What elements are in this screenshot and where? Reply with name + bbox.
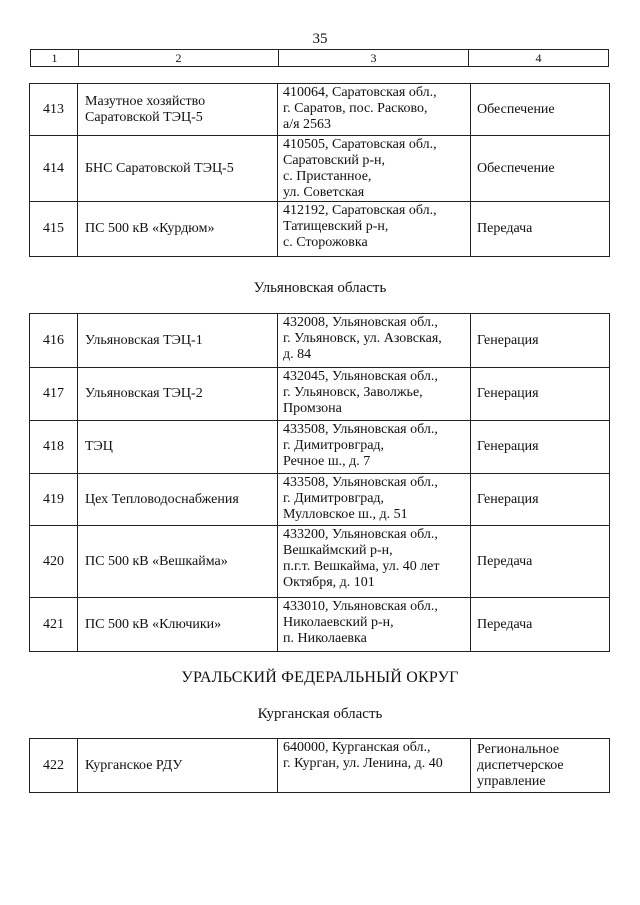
facility-address-line: 433508, Ульяновская обл., — [283, 422, 438, 437]
facility-type — [471, 526, 610, 598]
table-row — [30, 202, 610, 257]
facility-name-line: Курганское РДУ — [85, 757, 183, 773]
facility-address-line: Речное ш., д. 7 — [283, 454, 371, 469]
facility-name-line: ПС 500 кВ «Курдюм» — [85, 221, 215, 236]
facility-type-line: управление — [477, 773, 546, 789]
facility-type-line: Региональное — [477, 741, 560, 757]
facility-address — [278, 598, 471, 652]
facility-address-line: 433200, Ульяновская обл., — [283, 527, 438, 542]
facility-name-line: Мазутное хозяйство — [85, 93, 206, 109]
facility-address-line: а/я 2563 — [283, 117, 332, 132]
facility-name-line: ТЭЦ — [85, 439, 113, 454]
facility-address-line: г. Курган, ул. Ленина, д. 40 — [283, 756, 443, 771]
row-number: 417 — [30, 368, 78, 421]
facility-name — [78, 202, 278, 257]
facility-type-line: Генерация — [477, 386, 539, 401]
facility-address-line: г. Саратов, пос. Расково, — [283, 101, 428, 116]
page-number: 35 — [312, 31, 328, 47]
table-row — [30, 598, 610, 652]
facility-type-line: Передача — [477, 553, 533, 569]
facility-address-line: с. Сторожовка — [283, 235, 368, 250]
heading-ural-federal-district: УРАЛЬСКИЙ ФЕДЕРАЛЬНЫЙ ОКРУГ — [181, 669, 459, 686]
facility-name — [78, 314, 278, 368]
facility-name — [78, 421, 278, 474]
facility-name-line: Цех Тепловодоснабжения — [85, 491, 239, 507]
facility-type — [471, 136, 610, 202]
facility-address — [278, 314, 471, 368]
facility-name — [78, 526, 278, 598]
facility-address-line: г. Ульяновск, Заволжье, — [283, 385, 423, 400]
facility-type-line: Генерация — [477, 332, 539, 348]
column-header-1: 1 — [31, 50, 79, 67]
facility-name — [78, 84, 278, 136]
facility-address-line: г. Димитровград, — [283, 491, 385, 506]
facility-name-line: БНС Саратовской ТЭЦ-5 — [85, 160, 234, 176]
facility-address-line: 412192, Саратовская обл., — [283, 203, 437, 218]
facility-address — [278, 421, 471, 474]
facility-address-line: 640000, Курганская обл., — [283, 740, 431, 755]
row-number: 413 — [30, 84, 78, 136]
saratov-table — [29, 83, 610, 257]
row-number: 416 — [30, 314, 78, 368]
facility-type-line: Передача — [477, 221, 533, 236]
facility-type — [471, 202, 610, 257]
facility-address-line: 410505, Саратовская обл., — [283, 137, 437, 152]
facility-address-line: Николаевский р-н, — [283, 615, 394, 630]
facility-address-line: п.г.т. Вешкайма, ул. 40 лет — [283, 559, 440, 574]
column-header-table — [30, 49, 609, 67]
facility-type — [471, 739, 610, 793]
facility-type-line: диспетчерское — [477, 757, 564, 773]
facility-address-line: с. Пристанное, — [283, 169, 372, 184]
facility-name — [78, 368, 278, 421]
heading-kurgan-region: Курганская область — [257, 706, 383, 722]
facility-name-line: ПС 500 кВ «Вешкайма» — [85, 553, 228, 569]
facility-type — [471, 314, 610, 368]
row-number: 415 — [30, 202, 78, 257]
row-number: 418 — [30, 421, 78, 474]
row-number: 422 — [30, 739, 78, 793]
facility-address-line: 432045, Ульяновская обл., — [283, 369, 438, 384]
table-row — [30, 739, 610, 793]
facility-type-line: Обеспечение — [477, 101, 555, 117]
table-row — [30, 421, 610, 474]
facility-address-line: Вешкаймский р-н, — [283, 543, 393, 558]
table-row — [30, 474, 610, 526]
facility-address-line: 433010, Ульяновская обл., — [283, 599, 438, 614]
table-row — [30, 314, 610, 368]
facility-type — [471, 368, 610, 421]
column-header-row — [31, 50, 609, 67]
column-header-3: 3 — [279, 50, 469, 67]
column-header-4: 4 — [469, 50, 609, 67]
facility-name — [78, 474, 278, 526]
table-row — [30, 526, 610, 598]
row-number: 421 — [30, 598, 78, 652]
facility-name — [78, 739, 278, 793]
facility-address-line: Татищевский р-н, — [283, 219, 389, 234]
facility-address — [278, 739, 471, 793]
facility-type-line: Генерация — [477, 491, 539, 507]
facility-type — [471, 421, 610, 474]
table-row — [30, 136, 610, 202]
kurgan-table — [29, 738, 610, 793]
facility-name-line: ПС 500 кВ «Ключики» — [85, 616, 222, 632]
table-row — [30, 368, 610, 421]
facility-type — [471, 84, 610, 136]
facility-address-line: г. Ульяновск, ул. Азовская, — [283, 331, 442, 346]
row-number: 419 — [30, 474, 78, 526]
facility-address-line: д. 84 — [283, 347, 312, 362]
facility-name — [78, 598, 278, 652]
facility-address-line: г. Димитровград, — [283, 438, 385, 453]
column-header-2: 2 — [79, 50, 279, 67]
facility-name-line: Ульяновская ТЭЦ-2 — [85, 386, 203, 401]
facility-address-line: Саратовский р-н, — [283, 153, 386, 168]
facility-name — [78, 136, 278, 202]
facility-address-line: Мулловское ш., д. 51 — [283, 507, 408, 522]
facility-address-line: 433508, Ульяновская обл., — [283, 475, 438, 490]
facility-name-line: Саратовской ТЭЦ-5 — [85, 109, 203, 125]
facility-name-line: Ульяновская ТЭЦ-1 — [85, 332, 203, 348]
facility-type-line: Обеспечение — [477, 160, 555, 176]
facility-address-line: 432008, Ульяновская обл., — [283, 315, 438, 330]
facility-address — [278, 84, 471, 136]
facility-address-line: п. Николаевка — [283, 631, 367, 646]
facility-address — [278, 368, 471, 421]
facility-address — [278, 526, 471, 598]
facility-address — [278, 136, 471, 202]
facility-address-line: 410064, Саратовская обл., — [283, 85, 437, 100]
ulyanovsk-table — [29, 313, 610, 652]
facility-address — [278, 474, 471, 526]
facility-type-line: Передача — [477, 616, 533, 632]
heading-ulyanovsk-region: Ульяновская область — [253, 280, 387, 296]
row-number: 420 — [30, 526, 78, 598]
facility-type — [471, 598, 610, 652]
row-number: 414 — [30, 136, 78, 202]
facility-address-line: ул. Советская — [283, 185, 365, 200]
facility-address-line: Октября, д. 101 — [283, 575, 375, 590]
facility-type-line: Генерация — [477, 439, 539, 454]
facility-address — [278, 202, 471, 257]
facility-type — [471, 474, 610, 526]
table-row — [30, 84, 610, 136]
facility-address-line: Промзона — [283, 401, 342, 416]
